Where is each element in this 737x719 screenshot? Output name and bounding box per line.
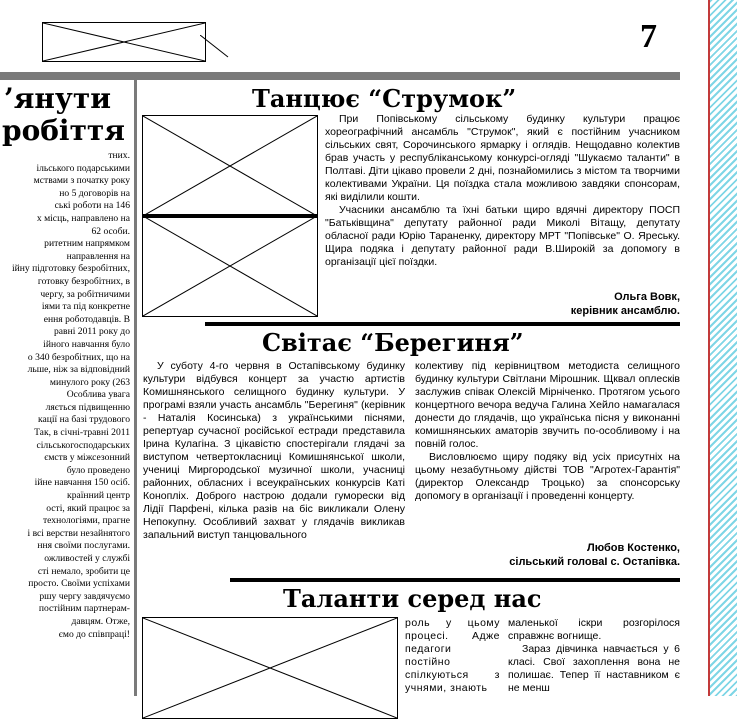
left-article-line: мствами з початку року <box>33 175 130 187</box>
left-article-line: Особлива увага <box>66 389 130 401</box>
article3-col1 <box>405 617 500 695</box>
article2-top-rule <box>205 322 680 326</box>
left-article-line: ожливостей у службі <box>44 553 130 564</box>
header-decor-line <box>200 35 230 65</box>
article2-col2-paragraph: колективу під керівництвом методиста селищного будинку культури Світлани Мірошник. Щквал оплесків заслужив співак Олексій Мірніченко. Протягом усього концертного вечора ведуча Галина Хейло намагалася донести до глядачів, що українська пісня у виконанні комишнянських аматорів звучить по-особливому і на повній голос. <box>415 360 680 450</box>
left-article-line: просто. Своїми успіхами <box>28 578 130 590</box>
left-article-line: готовку безробітних, в <box>37 275 130 287</box>
article1-signature-name: Ольга Вовк, <box>614 291 680 303</box>
article1-signature-role: керівник ансамблю. <box>570 305 680 317</box>
article3-col2-paragraph: маленької іскри розгорілося справжнє вогнище. <box>508 617 680 642</box>
article3-title: Таланти серед нас <box>283 584 542 613</box>
page-edge-decoration <box>708 0 737 696</box>
article2-title: Світає “Берегиня” <box>262 328 524 357</box>
article1-body <box>325 113 680 269</box>
left-article-line: технологіями, прагне <box>42 515 130 527</box>
left-article-line: ємств у міжсезонний <box>44 452 130 464</box>
article2-signature-role: сільський головаІ с. Остапівка. <box>509 556 680 568</box>
left-article-line: ляється підвищенню <box>45 401 130 413</box>
left-article-line: було проведено <box>66 464 130 476</box>
left-article-line: ння своїми послугами. <box>37 540 130 552</box>
left-article-line: ільського подарськими <box>36 162 130 174</box>
article2-signature <box>400 541 680 569</box>
left-article-line: ритетним напрямком <box>44 238 130 250</box>
page-number: 7 <box>640 18 657 55</box>
left-article-line: ійного навчання було <box>43 338 130 350</box>
left-article-line: равні 2011 року до <box>53 326 130 338</box>
left-article-line: ршу чергу завдячуємо <box>39 590 130 602</box>
left-article-line: ійне навчання 150 осіб. <box>34 477 130 489</box>
left-article-line: кації на базі трудового <box>37 414 130 426</box>
left-article-line: 62 особи. <box>91 225 130 237</box>
left-article-line: тних. <box>108 150 130 161</box>
left-article-line: країнний центр <box>67 490 130 502</box>
article2-col1 <box>143 360 405 542</box>
left-article-line: чергу, за робітничими <box>40 288 130 300</box>
left-article-line: но 5 договорів на <box>59 187 130 199</box>
left-article-line: ості, який працює за <box>46 502 130 514</box>
article3-col1-paragraph: роль у цьому процесі. Адже педагоги постійно спілкуються з учнями, знають <box>405 617 500 694</box>
left-article-line: сті немало, зробити це <box>37 565 130 577</box>
article3-top-rule <box>230 578 680 582</box>
left-article-title-line1: ’янути <box>4 82 111 115</box>
left-article-line: і всі верстви незайнятого <box>27 527 130 539</box>
left-article-line: давцям. Отже, <box>71 615 130 627</box>
left-article-line: ення роботодавців. В <box>43 313 130 325</box>
left-article-line: ські роботи на 146 <box>54 200 130 212</box>
left-article-line: Так, в січні-травні 2011 <box>34 427 130 439</box>
left-article-title-line2: робіття <box>2 114 125 147</box>
header-divider <box>0 72 680 80</box>
article3-photo-placeholder <box>142 617 398 719</box>
article1-photo-placeholder <box>142 115 318 317</box>
article3-col2 <box>508 617 680 695</box>
header-image-placeholder <box>42 22 206 62</box>
article1-paragraph: При Попівському сільському будинку культури працює хореографічний ансамбль "Струмок", який є постійним учасником сільських свят, Сорочинського ярмарку і оглядів. Нещодавно колектив брав участь у республіканському конкурсі-огляді "Шукаємо таланти" в Полтаві. Діти цікаво провели 2 дні, познайомились з містом та творчими колективами України. Ця поїздка стала можливою завдяки спонсорам, які виділили кошти. <box>325 113 680 203</box>
left-article-line: о 340 безробітних, що на <box>27 351 130 363</box>
article2-signature-name: Любов Костенко, <box>587 542 680 554</box>
left-article-line: постійним партнерам- <box>38 603 130 615</box>
left-article-line: х місць, направлено на <box>36 212 130 224</box>
article1-signature <box>440 290 680 318</box>
article1-title: Танцює “Струмок” <box>252 84 517 113</box>
left-article-text <box>0 150 130 696</box>
left-article-line: сільськогосподарських <box>36 439 130 451</box>
column-divider <box>134 80 137 696</box>
article2-col2 <box>415 360 680 503</box>
left-article-line: льше, ніж за відповідний <box>27 364 130 376</box>
left-article-line: направлення на <box>66 250 130 262</box>
article3-col2-paragraph: Зараз дівчинка навчається у 6 класі. Свої захоплення вона не полишає. Тепер її наставником є не менш <box>508 643 680 694</box>
left-article-line: іями та під конкретне <box>41 301 130 313</box>
left-article-line: минулого року (263 <box>49 376 130 388</box>
left-article-line: ємо до співпраці! <box>58 628 130 640</box>
article2-col1-paragraph: У суботу 4-го червня в Остапівському будинку культури відбувся концерт за участю артистів Комишнянського селищного будинку культури. У програмі взяли участь ансамбль "Берегиня" (керівник - Наталія Косинська) з українськими піснями, репертуар сучасної російської естради представила Ірина Кулагіна. З цікавістю спостерігали глядачі за виступом четвертокласниці Комишнянської школи, учениці Миргородської музичної школи, учасниці районних, обласних і всеукраїнських конкурсів Каті Конопліх. Доброго настрою додали гуморески від Лідії Парфені, кілька разів на біс викликали Олену Непокупну. Особливий захват у глядачів викликав запальний виступ танцювального <box>143 360 405 541</box>
left-article-line: ійну підготовку безробітних, <box>11 263 130 275</box>
article2-col2-paragraph: Висловлюємо щиру подяку від усіх присутніх на цьому незабутньому дійстві ТОВ "Агротех-Гарантія" (директор Олександр Троцько) за спонсорську допомогу в організації і проведенні концерту. <box>415 451 680 502</box>
article1-paragraph: Учасники ансамблю та їхні батьки щиро вдячні директору ПОСП "Батьківщина" депутату районної ради Миколі Вітащу, депутату обласної ради Юрію Тараненку, директору МРТ "Попівське" О. Яреську. Щира подяка і депутату районної ради В.Широкій за допомогу в організації цієї поїздки. <box>325 204 680 268</box>
